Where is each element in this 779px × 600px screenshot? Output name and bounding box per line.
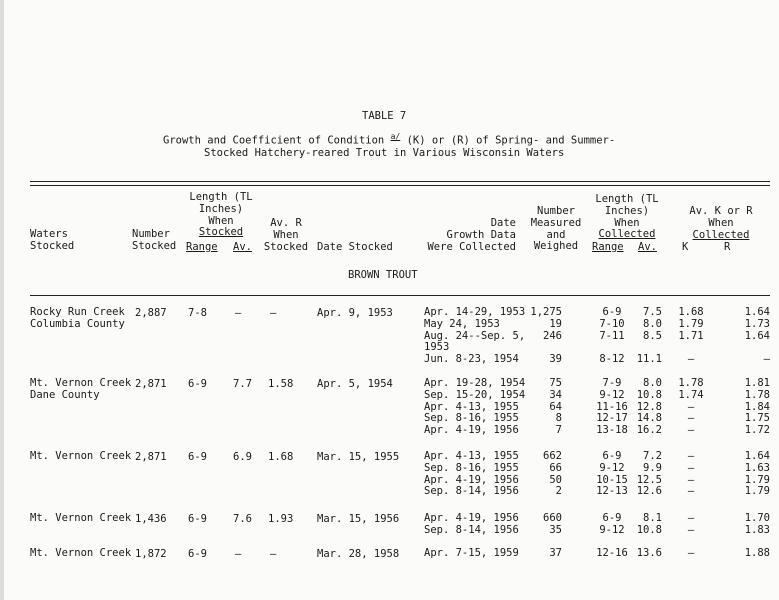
header-waters xyxy=(30,229,74,253)
measured-count: 2 xyxy=(555,485,562,498)
r-value: 1.84 xyxy=(744,400,770,413)
date-collected: Jun. 8-23, 1954 xyxy=(424,353,519,366)
k-value: — xyxy=(687,485,695,498)
r-value: 1.64 xyxy=(744,450,770,462)
header-date-growth xyxy=(400,218,516,253)
number-stocked: 1,872 xyxy=(135,548,167,560)
header-len-l3: When xyxy=(208,214,234,227)
collected-av: 8.0 xyxy=(643,317,662,330)
date-collected: Apr. 4-19, 1956 xyxy=(424,424,519,437)
water-name xyxy=(30,378,131,402)
collected-av: 16.2 xyxy=(636,424,662,437)
collected-range: 6-9 xyxy=(602,306,622,318)
header-meas-l2: Measured xyxy=(530,216,582,229)
header-r: R xyxy=(724,241,731,253)
header-meas-l1: Number xyxy=(537,205,575,217)
collected-avs xyxy=(628,548,662,560)
caption-footnote-marker: a/ xyxy=(390,132,401,141)
measured-count: 246 xyxy=(543,329,562,342)
header-meas-l3: and xyxy=(546,228,566,241)
date-collected: Apr. 4-13, 1955 xyxy=(424,450,519,462)
range-stocked: 6-9 xyxy=(188,548,207,560)
k-value: 1.71 xyxy=(678,329,704,342)
collected-av: 8.0 xyxy=(643,377,662,389)
header-number-l1: Number xyxy=(132,228,170,240)
measured-count: 662 xyxy=(543,450,562,462)
k-value: — xyxy=(687,450,695,462)
avr-stocked: 1.58 xyxy=(268,378,294,390)
date-collected: Sep. 8-14, 1956 xyxy=(424,523,519,536)
avr-stocked: 1.68 xyxy=(268,451,294,463)
collected-av: 8.1 xyxy=(643,512,662,524)
header-number xyxy=(132,229,176,253)
top-rule-2 xyxy=(30,185,770,186)
range-stocked: 7-8 xyxy=(188,307,207,319)
date-collected: Sep. 8-16, 1955 xyxy=(424,461,519,474)
r-values xyxy=(720,451,770,498)
measured-count: 7 xyxy=(555,424,562,437)
collected-range: 12-13 xyxy=(596,485,628,498)
av-stocked: — xyxy=(235,307,242,319)
k-value: — xyxy=(687,412,695,425)
k-value: 1.68 xyxy=(678,306,704,318)
header-avr-l2: When xyxy=(273,228,299,241)
table-caption-line2: Stocked Hatchery-reared Trout in Various Wisconsin Waters xyxy=(204,147,565,159)
measured-count: 8 xyxy=(555,412,562,425)
header-waters-l1: Waters xyxy=(30,228,68,240)
top-rule-1 xyxy=(30,181,770,182)
date-collected: Apr. 4-19, 1956 xyxy=(424,473,519,486)
date-collected: Sep. 8-16, 1955 xyxy=(424,412,519,425)
date-collected: Aug. 24--Sep. 5, xyxy=(424,329,526,342)
header-number-l2: Stocked xyxy=(132,239,177,252)
r-value: 1.79 xyxy=(744,473,770,486)
collected-range: 11-16 xyxy=(596,400,628,413)
date-collected: Sep. 15-20, 1954 xyxy=(424,388,526,401)
date-stocked: Mar. 28, 1958 xyxy=(317,548,400,560)
measured-counts xyxy=(520,307,562,366)
date-stocked: Apr. 5, 1954 xyxy=(317,378,393,390)
date-collected: Apr. 4-13, 1955 xyxy=(424,400,519,413)
date-collected: May 24, 1953 xyxy=(424,317,500,330)
date-collected: Sep. 8-14, 1956 xyxy=(424,485,519,498)
collected-av: 12.5 xyxy=(636,473,662,486)
collected-range: 7-11 xyxy=(599,329,625,342)
water-name-l1: Mt. Vernon Creek xyxy=(30,377,132,389)
k-values xyxy=(672,307,710,366)
k-value: — xyxy=(687,547,695,559)
measured-count: 19 xyxy=(549,317,562,330)
water-name-l1: Rocky Run Creek xyxy=(30,306,125,318)
header-len-l2: Inches) xyxy=(198,202,244,215)
header-len-l4: Stocked xyxy=(198,226,244,239)
measured-count: 35 xyxy=(549,523,562,536)
header-meas-l4: Weighed xyxy=(533,240,579,253)
number-stocked: 2,871 xyxy=(135,451,167,463)
r-values xyxy=(720,378,770,437)
collected-range: 8-12 xyxy=(599,353,625,366)
avr-stocked: — xyxy=(270,307,277,319)
header-lc-l4: Collected xyxy=(598,228,656,241)
k-value: 1.79 xyxy=(678,317,704,330)
k-value: — xyxy=(687,400,695,413)
r-values xyxy=(720,307,770,366)
header-measured xyxy=(530,206,582,253)
table-caption-line1 xyxy=(163,132,615,147)
r-value: — xyxy=(763,353,770,366)
r-value: 1.72 xyxy=(744,424,770,437)
range-stocked: 6-9 xyxy=(188,451,207,463)
water-name xyxy=(30,307,125,331)
collected-avs xyxy=(628,513,662,537)
measured-count: 1,275 xyxy=(530,306,562,318)
r-value: 1.75 xyxy=(744,412,770,425)
collected-range: 6-9 xyxy=(602,512,622,524)
av-stocked: 7.7 xyxy=(233,378,252,390)
k-values xyxy=(672,548,710,560)
water-name-l2: Columbia County xyxy=(30,317,125,330)
collected-av: 10.8 xyxy=(636,523,662,536)
r-values xyxy=(720,548,770,560)
header-avr-l1: Av. R xyxy=(270,217,302,229)
caption-text-a: Growth and Coefficient of Condition xyxy=(163,134,385,147)
collected-av: 9.9 xyxy=(643,461,662,474)
r-value: 1.73 xyxy=(744,317,770,330)
collected-range: 7-9 xyxy=(602,377,622,389)
collected-avs xyxy=(628,451,662,498)
k-value: — xyxy=(687,353,695,366)
water-name xyxy=(30,513,131,525)
r-value: 1.79 xyxy=(744,485,770,498)
collected-avs xyxy=(628,378,662,437)
r-value: 1.64 xyxy=(744,329,770,342)
measured-counts xyxy=(520,548,562,560)
number-stocked: 1,436 xyxy=(135,513,167,525)
collected-av: 8.5 xyxy=(643,329,662,342)
header-dg-l2: Growth Data xyxy=(446,228,516,241)
k-value: — xyxy=(687,461,695,474)
measured-counts xyxy=(520,513,562,537)
k-values xyxy=(672,513,710,537)
r-values xyxy=(720,513,770,537)
collected-av: 10.8 xyxy=(636,388,662,401)
header-lc-l3: When xyxy=(614,216,640,229)
avr-stocked: 1.93 xyxy=(268,513,294,525)
header-length-collected xyxy=(588,194,666,241)
r-value: 1.70 xyxy=(744,512,770,524)
number-stocked: 2,887 xyxy=(135,307,167,319)
header-avr xyxy=(262,218,310,253)
measured-count: 66 xyxy=(549,461,562,474)
k-value: — xyxy=(687,523,695,536)
avr-stocked: — xyxy=(270,548,277,560)
measured-counts xyxy=(520,378,562,437)
header-kr xyxy=(672,206,770,241)
section-rule xyxy=(30,295,770,296)
av-stocked: 6.9 xyxy=(233,451,252,463)
collected-range: 9-12 xyxy=(599,461,625,474)
collected-range: 12-16 xyxy=(596,547,628,559)
date-stocked: Mar. 15, 1955 xyxy=(317,451,400,463)
dates-collected xyxy=(424,451,519,498)
header-range: Range xyxy=(186,241,218,253)
dates-collected xyxy=(424,307,525,366)
k-value: — xyxy=(687,473,695,486)
collected-range: 9-12 xyxy=(599,523,625,536)
date-collected: 1953 xyxy=(424,341,450,354)
header-dg-l3: Were Collected xyxy=(427,240,516,253)
header-length-stocked xyxy=(181,192,261,239)
k-value: — xyxy=(687,424,695,437)
water-name-l1: Mt. Vernon Creek xyxy=(30,512,132,524)
r-value: 1.81 xyxy=(744,377,770,389)
measured-count: 39 xyxy=(549,353,562,366)
r-value: 1.64 xyxy=(744,306,770,318)
collected-range: 6-9 xyxy=(602,450,622,462)
measured-count: 75 xyxy=(549,377,562,389)
r-value: 1.78 xyxy=(744,388,770,401)
header-date-stocked: Date Stocked xyxy=(317,241,393,253)
collected-av: 7.5 xyxy=(643,306,662,318)
water-name-l2: Dane County xyxy=(30,388,100,401)
header-avr-l3: Stocked xyxy=(263,240,309,253)
water-name-l1: Mt. Vernon Creek xyxy=(30,547,132,559)
section-label-brown-trout: BROWN TROUT xyxy=(348,269,418,281)
collected-range: 10-15 xyxy=(596,473,628,486)
k-value: 1.78 xyxy=(678,377,704,389)
measured-count: 34 xyxy=(549,388,562,401)
collected-av: 14.8 xyxy=(636,412,662,425)
collected-range: 13-18 xyxy=(596,424,628,437)
header-kr-l1: Av. K or R xyxy=(689,205,753,217)
table-title: TABLE 7 xyxy=(362,110,407,122)
k-values xyxy=(672,378,710,437)
collected-av: 12.6 xyxy=(636,485,662,498)
measured-count: 660 xyxy=(543,512,562,524)
collected-range: 7-10 xyxy=(599,317,625,330)
measured-count: 50 xyxy=(549,473,562,486)
header-k: K xyxy=(682,241,689,253)
header-lc-l1: Length (TL xyxy=(595,193,659,205)
header-kr-l3: Collected xyxy=(692,228,750,241)
k-value: 1.74 xyxy=(678,388,704,401)
water-name xyxy=(30,451,131,463)
date-stocked: Apr. 9, 1953 xyxy=(317,307,393,319)
dates-collected xyxy=(424,513,519,537)
measured-counts xyxy=(520,451,562,498)
header-kr-l2: When xyxy=(708,216,734,229)
collected-av: 12.8 xyxy=(636,400,662,413)
header-dg-l1: Date xyxy=(490,217,516,229)
date-collected: Apr. 4-19, 1956 xyxy=(424,512,519,524)
scan-edge xyxy=(0,0,4,600)
collected-avs xyxy=(628,307,662,366)
header-len-l1: Length (TL xyxy=(189,191,253,203)
header-av: Av. xyxy=(233,241,252,253)
date-stocked: Mar. 15, 1956 xyxy=(317,513,400,525)
date-collected: Apr. 14-29, 1953 xyxy=(424,306,526,318)
caption-text-b: (K) or (R) of Spring- and Summer- xyxy=(406,134,616,147)
k-value: — xyxy=(687,512,695,524)
r-value: 1.83 xyxy=(744,523,770,536)
header-waters-l2: Stocked xyxy=(30,239,75,252)
water-name xyxy=(30,548,131,560)
k-values xyxy=(672,451,710,498)
measured-count: 37 xyxy=(549,547,562,559)
range-stocked: 6-9 xyxy=(188,513,207,525)
collected-range: 12-17 xyxy=(596,412,628,425)
collected-av: 13.6 xyxy=(636,547,662,559)
collected-av: 11.1 xyxy=(636,353,662,366)
header-lc-l2: Inches) xyxy=(604,204,650,217)
water-name-l1: Mt. Vernon Creek xyxy=(30,450,132,462)
dates-collected xyxy=(424,378,525,437)
number-stocked: 2,871 xyxy=(135,378,167,390)
av-stocked: — xyxy=(235,548,242,560)
r-value: 1.63 xyxy=(744,461,770,474)
header-range2: Range xyxy=(592,241,624,253)
header-av2: Av. xyxy=(638,241,657,253)
r-value xyxy=(720,342,770,354)
date-collected: Apr. 19-28, 1954 xyxy=(424,377,526,389)
collected-range: 9-12 xyxy=(599,388,625,401)
date-collected: Apr. 7-15, 1959 xyxy=(424,547,519,559)
r-value: 1.88 xyxy=(744,547,770,559)
dates-collected xyxy=(424,548,519,560)
range-stocked: 6-9 xyxy=(188,378,207,390)
av-stocked: 7.6 xyxy=(233,513,252,525)
collected-av: 7.2 xyxy=(643,450,662,462)
measured-count: 64 xyxy=(549,400,562,413)
